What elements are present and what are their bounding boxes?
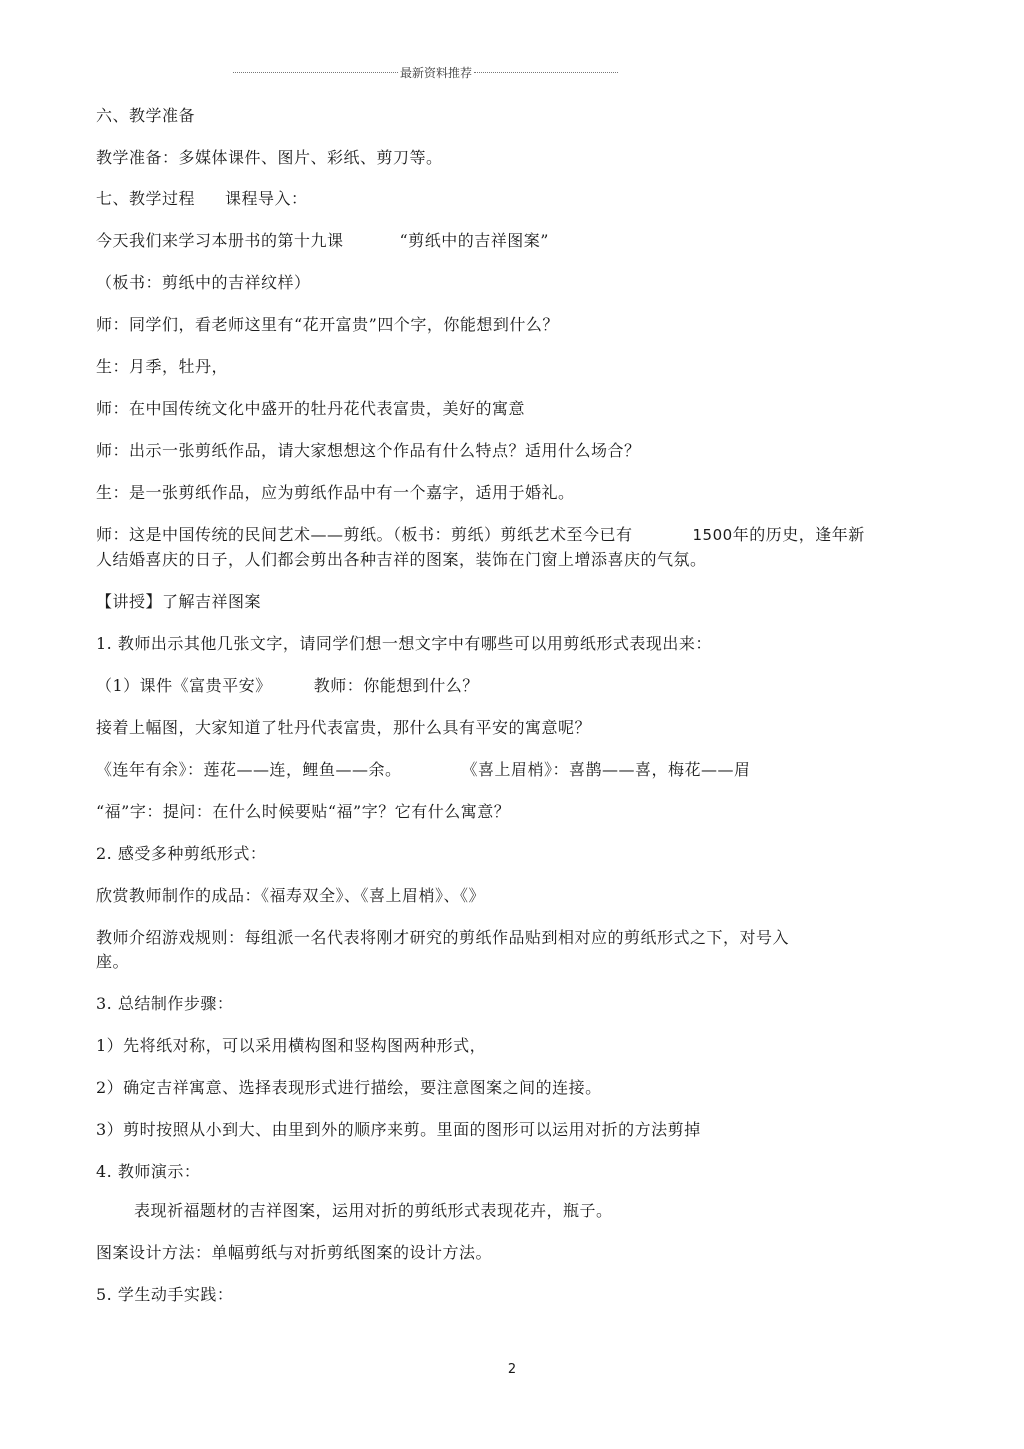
intro-label: 课程导入： xyxy=(225,189,308,208)
step-5: 5. 学生动手实践： xyxy=(96,1285,234,1304)
header-dots-right xyxy=(474,72,618,73)
teacher-4-text: 师：这是中国传统的民间艺术——剪纸。（板书：剪纸）剪纸艺术至今已有 xyxy=(96,525,633,544)
paragraph-teacher-1: 师：同学们，看老师这里有“花开富贵”四个字，你能想到什么？ xyxy=(96,315,559,334)
paragraph-examples xyxy=(96,758,751,782)
step-2: 2. 感受多种剪纸形式： xyxy=(96,844,267,863)
paragraph-teacher-4-cont: 人结婚喜庆的日子，人们都会剪出各种吉祥的图案，装饰在门窗上增添喜庆的气氛。 xyxy=(96,550,707,569)
substep-1: 1）先将纸对称，可以采用横构图和竖构图两种形式， xyxy=(96,1036,487,1055)
paragraph-board-note: （板书：剪纸中的吉祥纹样） xyxy=(96,273,311,292)
paragraph-student-2: 生：是一张剪纸作品，应为剪纸作品中有一个嘉字，适用于婚礼。 xyxy=(96,483,575,502)
page-header xyxy=(233,64,618,81)
teacher-question: 教师：你能想到什么？ xyxy=(313,676,479,695)
header-dots-left xyxy=(233,72,398,73)
paragraph-student-1: 生：月季，牡丹， xyxy=(96,357,229,376)
paragraph-teacher-2: 师：在中国传统文化中盛开的牡丹花代表富贵，美好的寓意 xyxy=(96,399,526,418)
paragraph-teacher-3: 师：出示一张剪纸作品，请大家想想这个作品有什么特点？适用什么场合？ xyxy=(96,441,641,460)
paragraph-rules: 教师介绍游戏规则：每组派一名代表将刚才研究的剪纸作品贴到相对应的剪纸形式之下，对号入 xyxy=(96,928,790,947)
lesson-text: 今天我们来学习本册书的第十九课 xyxy=(96,231,344,250)
step-4: 4. 教师演示： xyxy=(96,1162,201,1181)
section-lecture: 【讲授】了解吉祥图案 xyxy=(96,592,262,611)
paragraph-design-method: 图案设计方法：单幅剪纸与对折剪纸图案的设计方法。 xyxy=(96,1243,493,1262)
paragraph-fu: “福”字：提问：在什么时候要贴“福”字？它有什么寓意？ xyxy=(96,802,511,821)
step-1: 1. 教师出示其他几张文字，请同学们想一想文字中有哪些可以用剪纸形式表现出来： xyxy=(96,634,712,653)
years-number: 1500 xyxy=(692,526,733,544)
substep-2: 2）确定吉祥寓意、选择表现形式进行描绘，要注意图案之间的连接。 xyxy=(96,1078,602,1097)
paragraph-prep: 教学准备：多媒体课件、图片、彩纸、剪刀等。 xyxy=(96,148,443,167)
process-title: 七、教学过程 xyxy=(96,189,196,208)
header-title: 最新资料推荐 xyxy=(400,66,473,80)
paragraph-lesson xyxy=(96,229,549,253)
lesson-title: “剪纸中的吉祥图案” xyxy=(399,231,549,250)
paragraph-safety: 接着上幅图，大家知道了牡丹代表富贵，那什么具有平安的寓意呢？ xyxy=(96,718,592,737)
section-heading-process xyxy=(96,187,308,211)
substep-3: 3）剪时按照从小到大、由里到外的顺序来剪。里面的图形可以运用对折的方法剪掉 xyxy=(96,1120,701,1139)
paragraph-rules-cont: 座。 xyxy=(96,952,130,971)
paragraph-demo: 表现祈福题材的吉祥图案，运用对折的剪纸形式表现花卉，瓶子。 xyxy=(134,1201,613,1220)
section-heading-prep: 六、教学准备 xyxy=(96,106,196,125)
paragraph-teacher-4 xyxy=(96,523,865,547)
courseware-title: （1）课件《富贵平安》 xyxy=(96,676,272,695)
paragraph-works: 欣赏教师制作的成品：《福寿双全》、《喜上眉梢》、《》 xyxy=(96,886,486,905)
page-number: 2 xyxy=(507,1362,517,1377)
example-lotus: 《连年有余》：莲花——连，鲤鱼——余。 xyxy=(96,760,402,779)
courseware-item xyxy=(96,674,479,698)
teacher-4-tail: 年的历史，逢年新 xyxy=(732,525,865,544)
example-magpie: 《喜上眉梢》：喜鹊——喜，梅花——眉 xyxy=(461,760,751,779)
step-3: 3. 总结制作步骤： xyxy=(96,994,234,1013)
